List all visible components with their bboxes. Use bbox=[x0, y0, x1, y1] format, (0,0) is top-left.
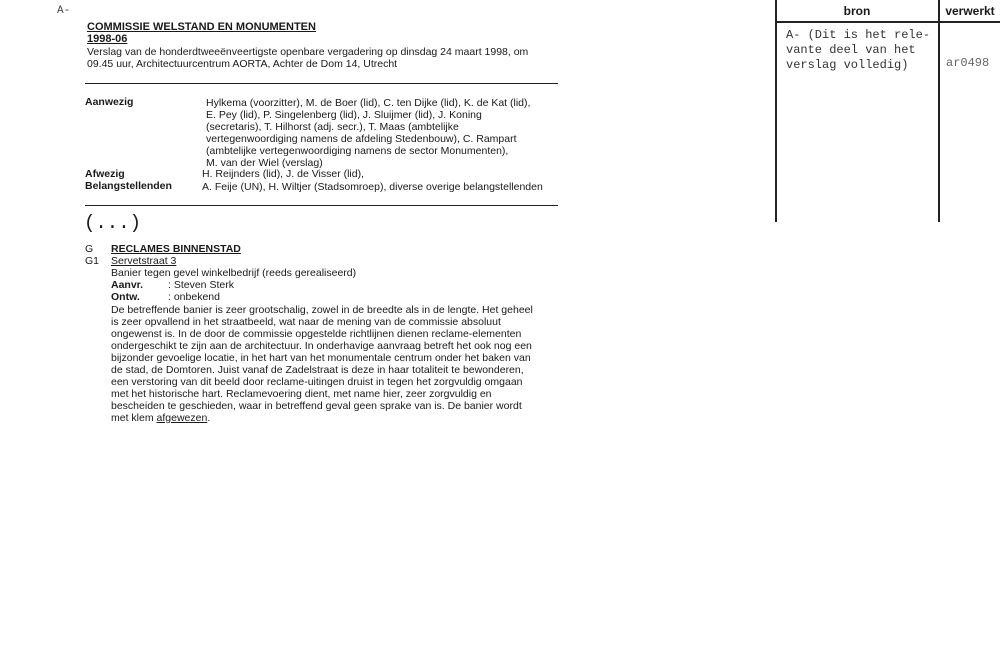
source-note-line: A- (Dit is het rele- bbox=[786, 28, 931, 42]
intro-line-2: 09.45 uur, Architectuurcentrum AORTA, Achter de Dom 14, Utrecht bbox=[87, 58, 398, 70]
body-line: ongewenst is. In de door de commissie opgestelde richtlijnen dienen reclame-elementen bbox=[111, 328, 522, 340]
body-line: bescheiden te geschieden, waar in betreffend geval geen sprake van is. De banier wordt bbox=[111, 400, 522, 412]
aanvrager-value: : Steven Sterk bbox=[168, 279, 234, 291]
afwezig-label: Afwezig bbox=[85, 168, 125, 180]
aanwezig-label: Aanwezig bbox=[85, 96, 134, 108]
item-description: Banier tegen gevel winkelbedrijf (reeds gerealiseerd) bbox=[111, 267, 357, 279]
section-title: RECLAMES BINNENSTAD bbox=[111, 243, 241, 255]
aanwezig-line-6: M. van der Wiel (verslag) bbox=[206, 157, 323, 169]
verdict: afgewezen bbox=[156, 412, 208, 424]
body-line: De betreffende banier is zeer grootschalig, zowel in de breedte als in de lengte. Het geheel bbox=[111, 304, 533, 316]
body-line: een verstoring van dit beeld door reclame-uitingen druist in tegen het zorgvuldig omgaan bbox=[111, 376, 523, 388]
body-line: bijzonder gevoelige locatie, in het hart van het monumentale centrum onder het baken van bbox=[111, 352, 531, 364]
belangstellenden-value: A. Feije (UN), H. Wiltjer (Stadsomroep), diverse overige belangstellenden bbox=[202, 181, 543, 193]
aanwezig-line-2: E. Pey (lid), P. Singelenberg (lid), J. Sluijmer (lid), J. Koning bbox=[206, 109, 482, 121]
afwezig-value: H. Reijnders (lid), J. de Visser (lid), bbox=[202, 168, 365, 180]
body-last-line bbox=[111, 412, 210, 424]
intro-line-1: Verslag van de honderdtweeënveertigste openbare vergadering op dinsdag 24 maart 1998, om bbox=[87, 46, 529, 58]
side-table-left-border bbox=[775, 0, 777, 222]
body-line: ondergeschikt te zijn aan de architectuur. In onderhavige aanvraag betreft het ook nog een bbox=[111, 340, 532, 352]
aanwezig-line-4: vertegenwoordiging namens de afdeling Stedenbouw), C. Rampart bbox=[206, 133, 517, 145]
aanwezig-line-5: (ambtelijke vertegenwoordiging namens de sector Monumenten), bbox=[206, 145, 509, 157]
body-last-suffix: . bbox=[207, 412, 211, 424]
divider-top bbox=[85, 83, 558, 84]
document-title: COMMISSIE WELSTAND EN MONUMENTEN bbox=[87, 21, 316, 33]
item-code: G1 bbox=[85, 255, 100, 267]
belangstellenden-label: Belangstellenden bbox=[85, 180, 172, 192]
section-code: G bbox=[85, 243, 94, 255]
ontwerper-value: : onbekend bbox=[168, 291, 220, 303]
aanwezig-line-3: (secretaris), T. Hilhorst (adj. secr.), T. Maas (ambtelijke bbox=[206, 121, 459, 133]
archive-reference: ar0498 bbox=[946, 56, 990, 70]
item-address: Servetstraat 3 bbox=[111, 255, 177, 267]
omission-mark: (...) bbox=[84, 212, 142, 234]
ontwerper-label: Ontw. bbox=[111, 291, 140, 303]
body-last-prefix: met klem bbox=[111, 412, 154, 424]
side-table-mid-border bbox=[938, 0, 940, 222]
document-number: 1998-06 bbox=[87, 33, 128, 45]
aanwezig-line-1: Hylkema (voorzitter), M. de Boer (lid), C. ten Dijke (lid), K. de Kat (lid), bbox=[206, 97, 531, 109]
body-line: is zeer opvallend in het straatbeeld, wat naar de mening van de commissie absoluut bbox=[111, 316, 501, 328]
column-header-verwerkt: verwerkt bbox=[945, 4, 995, 18]
body-line: de stad, de Domtoren. Juist vanaf de Zadelstraat is deze in haar totaliteit te bewonderen, bbox=[111, 364, 524, 376]
source-note-line: vante deel van het bbox=[786, 43, 916, 57]
side-table-header-rule bbox=[776, 21, 1000, 23]
source-note bbox=[786, 28, 930, 73]
source-note-line: verslag volledig) bbox=[786, 58, 909, 72]
aanvrager-label: Aanvr. bbox=[111, 279, 144, 291]
margin-mark: A- bbox=[57, 5, 71, 17]
divider-bottom bbox=[85, 205, 558, 206]
column-header-bron: bron bbox=[843, 4, 871, 18]
body-line: met het historische hart. Reclamevoering dient, met name hier, zeer zorgvuldig en bbox=[111, 388, 492, 400]
